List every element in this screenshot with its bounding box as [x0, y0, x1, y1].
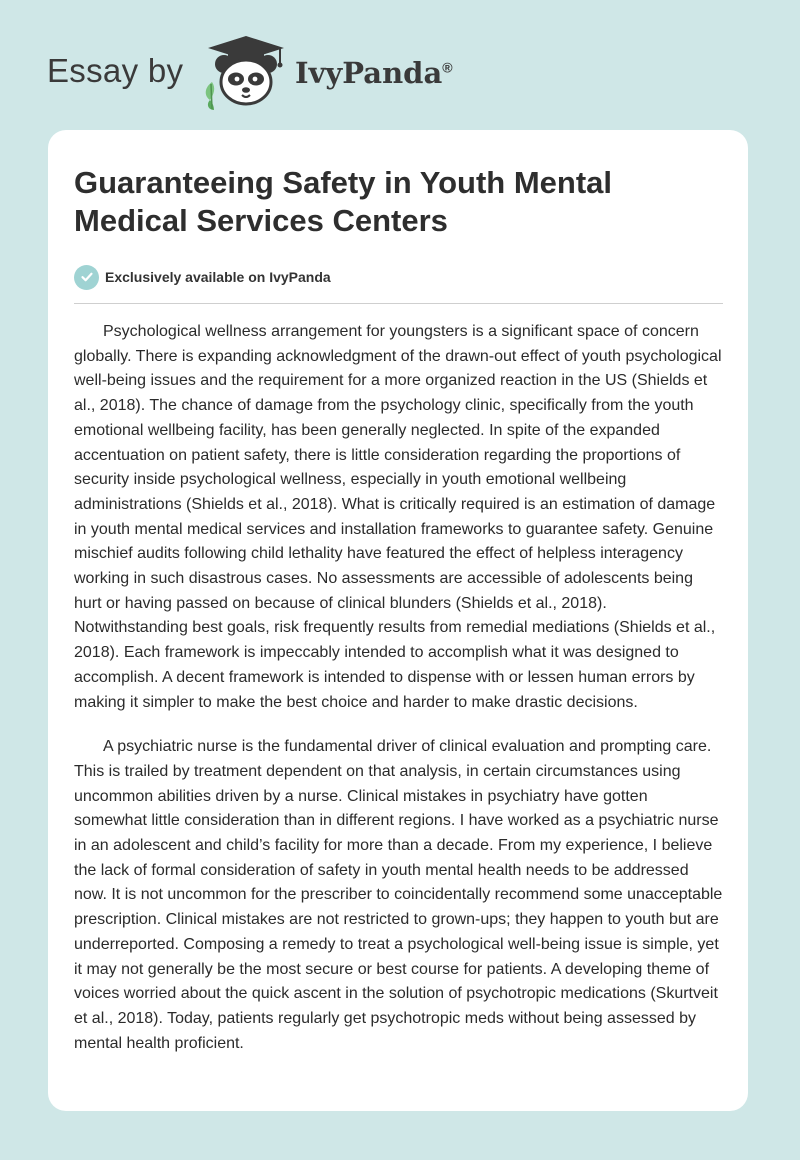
exclusive-badge — [74, 264, 331, 290]
essay-card — [48, 130, 748, 1111]
check-circle-icon — [74, 265, 99, 290]
brand-name[interactable]: IvyPanda® — [295, 56, 453, 90]
exclusive-badge-label: Exclusively available on IvyPanda — [105, 269, 331, 285]
essay-by-label: Essay by — [47, 52, 184, 89]
page-title: Guaranteeing Safety in Youth Mental Medical Services Centers — [74, 165, 612, 238]
registered-mark: ® — [442, 59, 453, 76]
site-header — [47, 34, 507, 114]
divider — [74, 303, 723, 304]
paragraph: A psychiatric nurse is the fundamental driver of clinical evaluation and prompting care. This is trailed by treatment dependent on that analysis, in certain circumstances using uncommon abilities driven by a nurse. Clinical mistakes in psychiatry have gotten somewhat little consideration than in different regions. I have worked as a psychiatric nurse in an adolescent and child’s facility for more than a decade. From my experience, I believe the lack of formal consideration of safety in youth mental health needs to be addressed now. It is not uncommon for the prescriber to coincidentally recommend some unacceptable prescription. Clinical mistakes are not restricted to grown-ups; they happen to youth but are underreported. Composing a remedy to treat a psychological well-being issue is simple, yet it may not generally be the most secure or best course for patients. A developing theme of voices worried about the quick ascent in the solution of psychotropic medications (Skurtveit et al., 2018). Today, patients regularly get psychotropic meds without being assessed by mental health proficient. — [74, 738, 723, 1052]
panda-graduate-icon[interactable] — [200, 34, 292, 110]
paragraph: Psychological wellness arrangement for youngsters is a significant space of concern globally. There is expanding acknowledgment of the drawn-out effect of youth psychological well-being issues and the requirement for a more organized reaction in the US (Shields et al., 2018). The chance of damage from the psychology clinic, specifically from the youth emotional wellbeing facility, has been generally neglected. In spite of the expanded accentuation on patient safety, there is little consideration regarding the proportions of security inside psychological wellness, especially in youth emotional wellbeing administrations (Shields et al., 2018). What is critically required is an estimation of damage in youth mental medical services and installation frameworks to guarantee safety. Genuine mischief audits following child lethality have featured the effect of helpless interagency working in such disastrous cases. No assessments are accessible of adolescents being hurt or having passed on because of clinical blunders (Shields et al., 2018). Notwithstanding best goals, risk frequently results from remedial mediations (Shields et al., 2018). Each framework is impeccably intended to accomplish what it was designed to accomplish. A decent framework is intended to dispense with or lessen human errors by making it simpler to make the best choice and harder to make drastic decisions. — [74, 323, 722, 711]
essay-body — [74, 320, 724, 1076]
